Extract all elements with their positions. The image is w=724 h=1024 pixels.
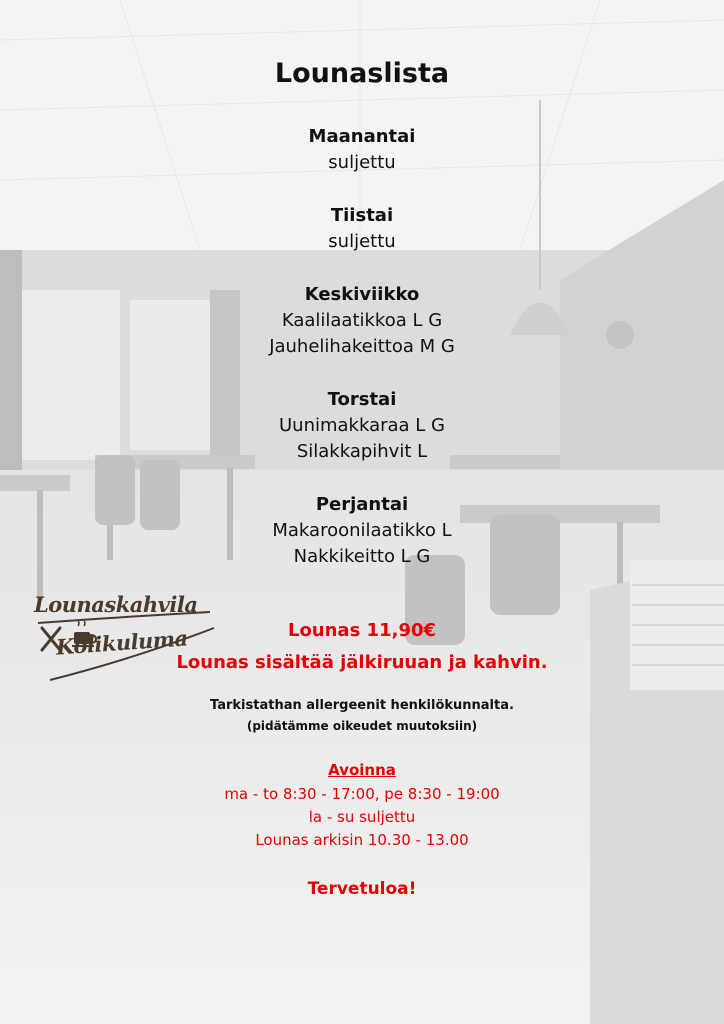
opening-hours-weekend: la - su suljettu [308, 808, 416, 826]
opening-hours-heading: Avoinna [328, 761, 396, 779]
opening-hours-weekdays: ma - to 8:30 - 17:00, pe 8:30 - 19:00 [224, 785, 500, 803]
welcome-text: Tervetuloa! [307, 879, 417, 899]
dish-wednesday-2: Jauhelihakeittoa M G [269, 336, 455, 357]
day-wednesday: Keskiviikko [304, 284, 420, 305]
dish-thursday-2: Silakkapihvit L [296, 441, 428, 462]
dish-friday-2: Nakkikeitto L G [293, 546, 431, 567]
logo-text-line1: Lounaskahvila [34, 592, 198, 617]
day-thursday: Torstai [327, 389, 397, 410]
menu-title: Lounaslista [274, 58, 450, 89]
dish-thursday-1: Uunimakkaraa L G [279, 415, 445, 436]
lunch-price: Lounas 11,90€ [287, 620, 437, 641]
logo-text-line2: Kolikuluma [55, 625, 189, 660]
lunch-includes: Lounas sisältää jälkiruuan ja kahvin. [176, 652, 548, 673]
lunch-hours: Lounas arkisin 10.30 - 13.00 [255, 831, 469, 849]
dish-monday-1: suljettu [328, 152, 396, 173]
changes-note: (pidätämme oikeudet muutoksiin) [246, 719, 478, 733]
dish-friday-1: Makaroonilaatikko L [272, 520, 452, 541]
dish-tuesday-1: suljettu [328, 231, 396, 252]
allergy-note: Tarkistathan allergeenit henkilökunnalta. [210, 698, 514, 713]
day-monday: Maanantai [308, 126, 416, 147]
day-friday: Perjantai [315, 494, 409, 515]
dish-wednesday-1: Kaalilaatikkoa L G [281, 310, 443, 331]
day-tuesday: Tiistai [330, 205, 394, 226]
